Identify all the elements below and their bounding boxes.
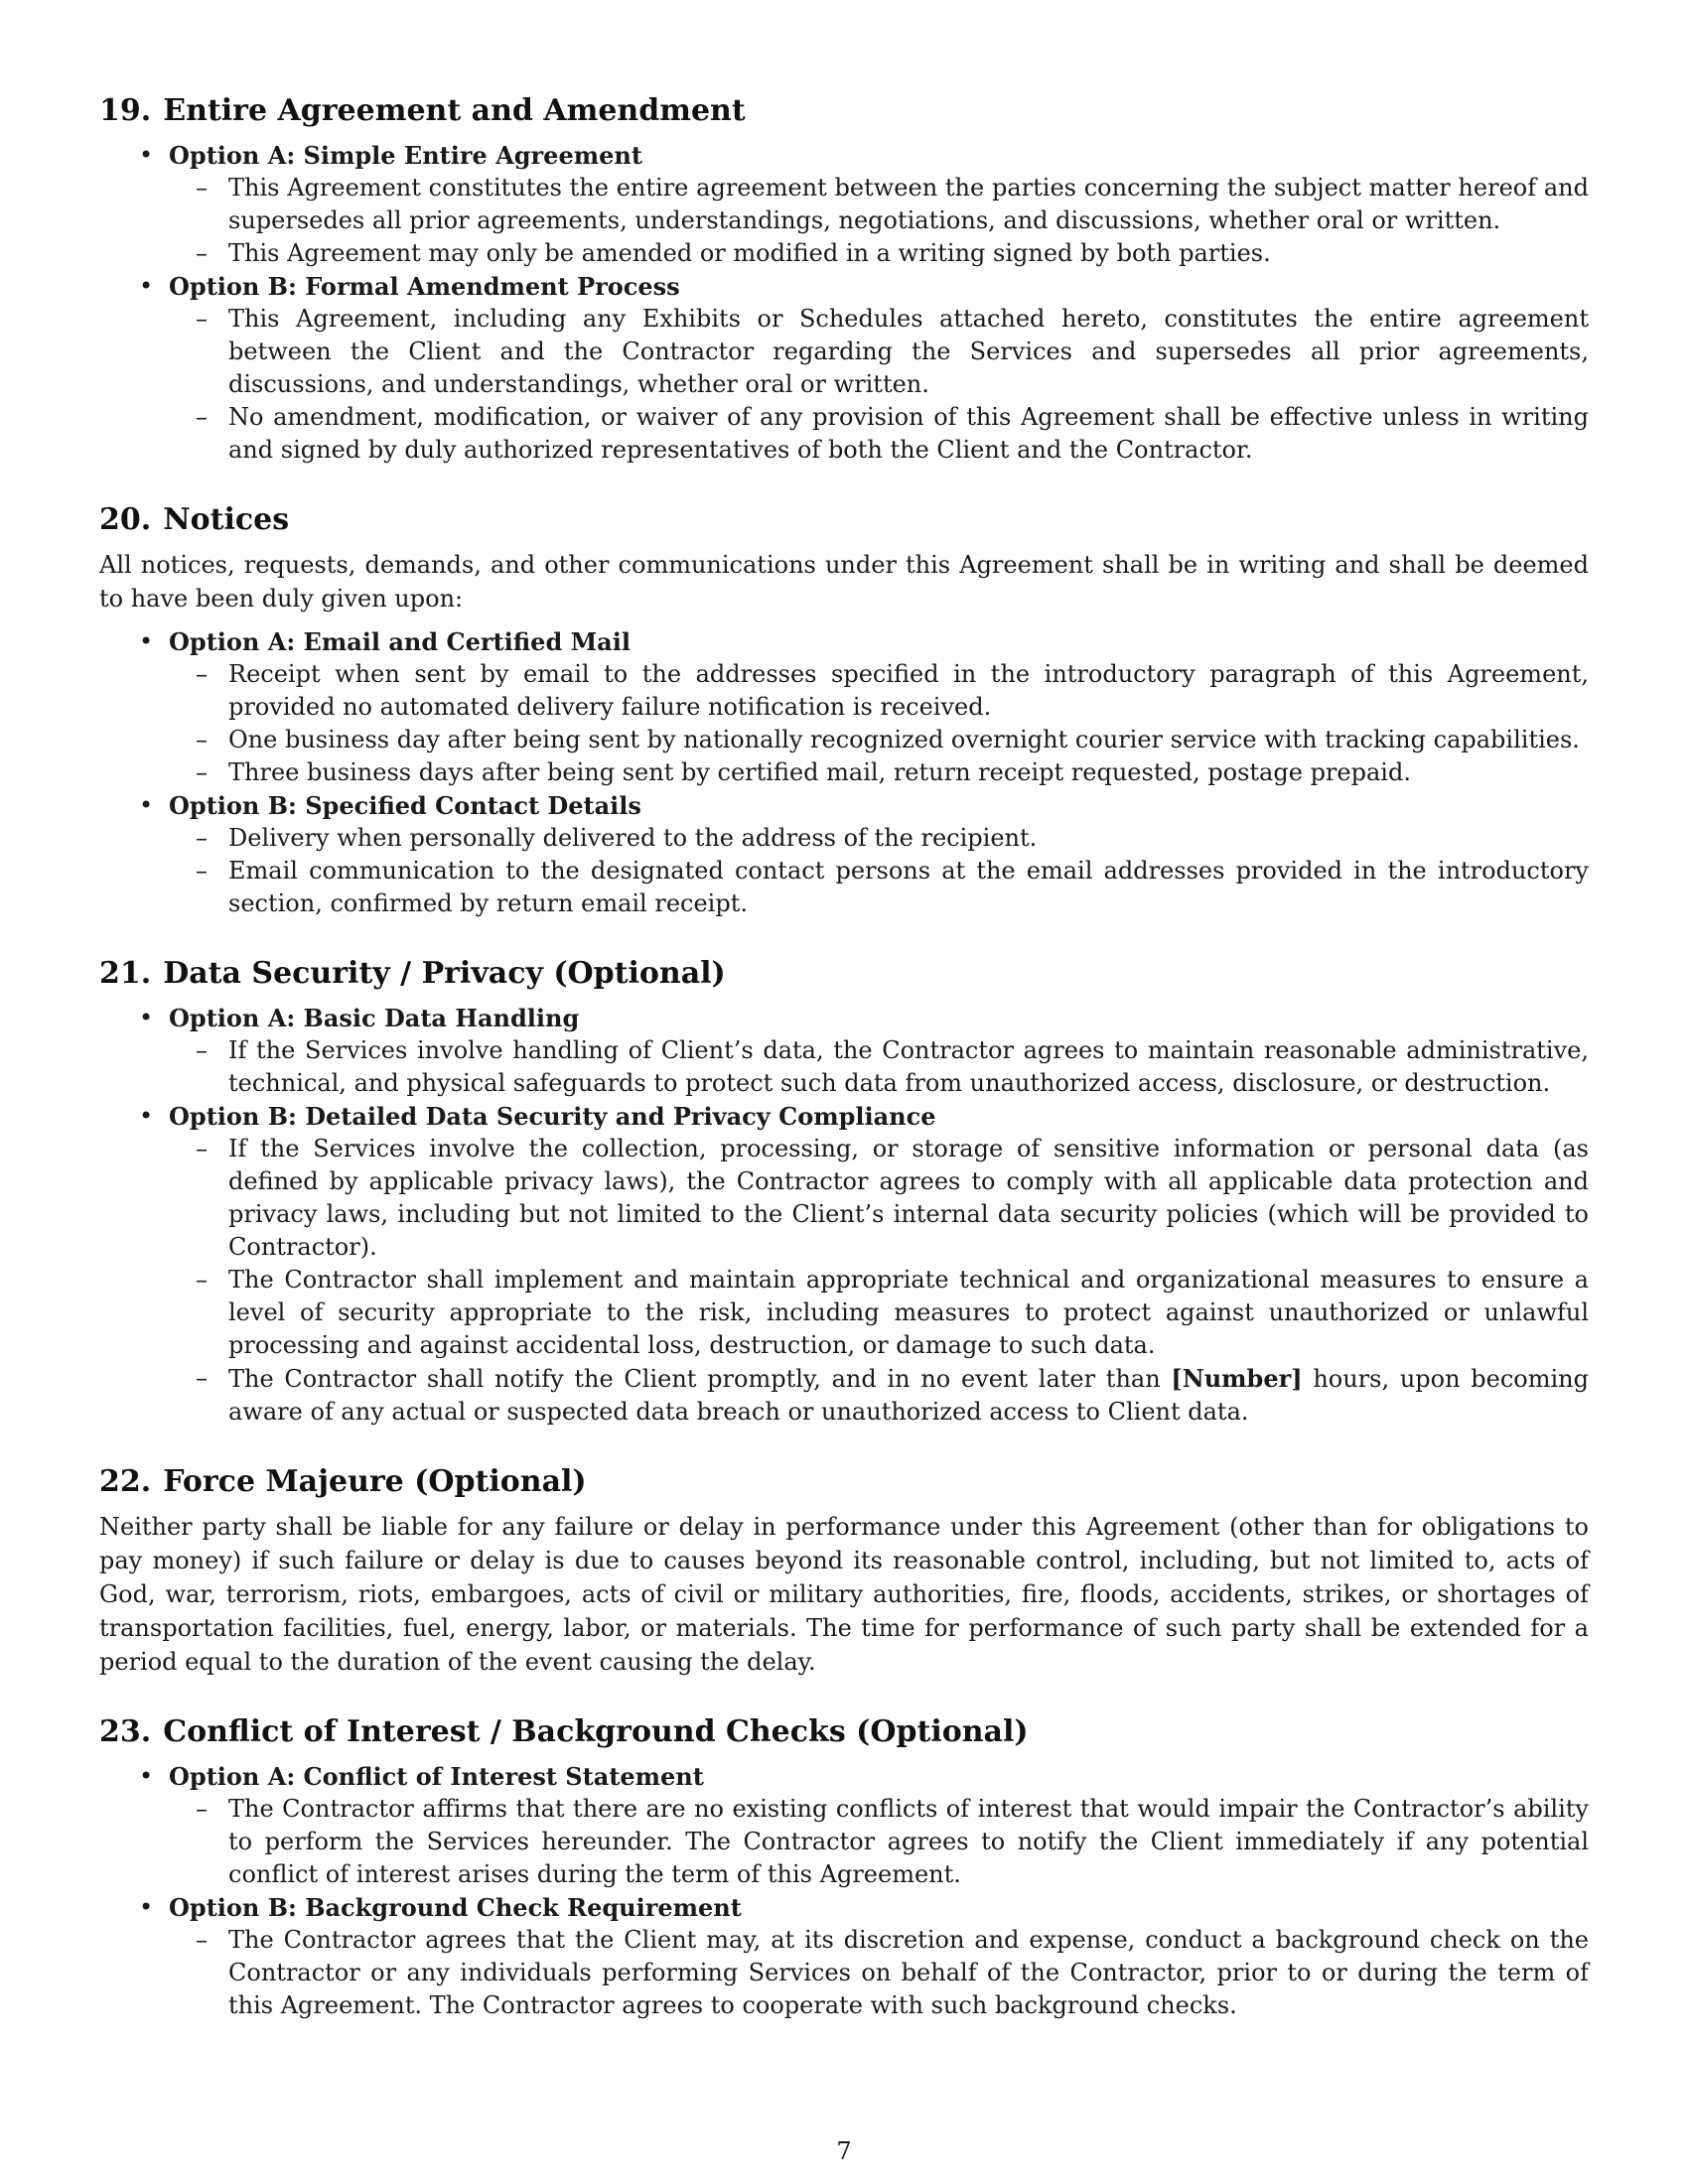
option-item: [99, 139, 1589, 270]
points-list: [99, 303, 1589, 467]
list-item: – This Agreement constitutes the entire agreement between the parties concerning the subject matter hereof and supersedes all prior agreements, understandings, negotiations, and discussions, whether oral or written.: [99, 172, 1589, 237]
points-list: [99, 172, 1589, 270]
section-22: [99, 1462, 1589, 1679]
option-item: [99, 270, 1589, 467]
section-intro: All notices, requests, demands, and other communications under this Agreement shall be in writing and shall be deemed to have been duly given upon:: [99, 551, 1589, 613]
option-item: [99, 1002, 1589, 1100]
options-list: [99, 1002, 1589, 1429]
section-heading: 20. Notices: [99, 502, 290, 537]
option-title: • Option A: Conflict of Interest Statement: [99, 1760, 1589, 1793]
options-list: [99, 1760, 1589, 2022]
points-list: [99, 1133, 1589, 1429]
points-list: [99, 1924, 1589, 2022]
list-item: – If the Services involve the collection, processing, or storage of sensitive information or personal data (as defined by applicable privacy laws), the Contractor agrees to comply with all applicable data protection and privacy laws, including but not limited to the Client’s internal data security policies (which will be provided to Contractor).: [99, 1133, 1589, 1264]
section-21: [99, 954, 1589, 1429]
list-item: – This Agreement, including any Exhibits or Schedules attached hereto, constitutes the entire agreement between the Client and the Contractor regarding the Services and supersedes all prior agreements, discussions, and understandings, whether oral or written.: [99, 303, 1589, 401]
list-item: – Three business days after being sent by certified mail, return receipt requested, postage prepaid.: [99, 756, 1589, 789]
page-number: 7: [836, 2137, 852, 2165]
list-item: – One business day after being sent by nationally recognized overnight courier service with tracking capabilities.: [99, 724, 1589, 756]
list-item: – The Contractor affirms that there are no existing conflicts of interest that would impair the Contractor’s ability to perform the Services hereunder. The Contractor agrees to notify the Client immediately if any potential conflict of interest arises during the term of this Agreement.: [99, 1793, 1589, 1891]
section-heading: 23. Conflict of Interest / Background Checks (Optional): [99, 1714, 1029, 1749]
option-title: • Option B: Detailed Data Security and Privacy Compliance: [99, 1100, 1589, 1133]
section-23: [99, 1712, 1589, 2022]
document-page: [99, 91, 1589, 2056]
list-item: – This Agreement may only be amended or modified in a writing signed by both parties.: [99, 237, 1589, 270]
placeholder-number: [Number]: [1171, 1364, 1303, 1393]
points-list: [99, 1034, 1589, 1100]
option-title: • Option A: Basic Data Handling: [99, 1002, 1589, 1034]
points-list: [99, 1793, 1589, 1891]
list-item: – If the Services involve handling of Client’s data, the Contractor agrees to maintain reasonable administrative, technical, and physical safeguards to protect such data from unauthorized access, disclosure, or destruction.: [99, 1034, 1589, 1100]
section-body: Neither party shall be liable for any failure or delay in performance under this Agreement (other than for obligations to pay money) if such failure or delay is due to causes beyond its reasonable control, including, but not limited to, acts of God, war, terrorism, riots, embargoes, acts of civil or military authorities, fire, floods, accidents, strikes, or shortages of transportation facilities, fuel, energy, labor, or materials. The time for performance of such party shall be extended for a period equal to the duration of the event causing the delay.: [99, 1513, 1589, 1676]
option-item: [99, 625, 1589, 789]
list-item: – No amendment, modification, or waiver of any provision of this Agreement shall be effective unless in writing and signed by duly authorized representatives of both the Client and the Contractor.: [99, 401, 1589, 467]
list-item-notify: – The Contractor shall notify the Client promptly, and in no event later than [Number] hours, upon becoming aware of any actual or suspected data breach or unauthorized access to Client data.: [99, 1362, 1589, 1429]
section-heading: 19. Entire Agreement and Amendment: [99, 93, 746, 128]
option-item: [99, 1891, 1589, 2022]
option-title: • Option A: Simple Entire Agreement: [99, 139, 1589, 172]
points-list: [99, 822, 1589, 920]
section-19: [99, 91, 1589, 467]
option-item: [99, 789, 1589, 920]
option-title: • Option A: Email and Certified Mail: [99, 625, 1589, 658]
option-item: [99, 1100, 1589, 1429]
list-item: – Delivery when personally delivered to the address of the recipient.: [99, 822, 1589, 855]
options-list: [99, 139, 1589, 467]
section-heading: 22. Force Majeure (Optional): [99, 1464, 587, 1499]
options-list: [99, 625, 1589, 920]
list-item: – The Contractor shall implement and maintain appropriate technical and organizational measures to ensure a level of security appropriate to the risk, including measures to protect against unauthorized or unlawful processing and against accidental loss, destruction, or damage to such data.: [99, 1264, 1589, 1362]
option-title: • Option B: Background Check Requirement: [99, 1891, 1589, 1924]
option-title: • Option B: Formal Amendment Process: [99, 270, 1589, 303]
section-heading: 21. Data Security / Privacy (Optional): [99, 956, 726, 991]
points-list: [99, 658, 1589, 789]
option-title: • Option B: Specified Contact Details: [99, 789, 1589, 822]
list-item: – Receipt when sent by email to the addresses specified in the introductory paragraph of this Agreement, provided no automated delivery failure notification is received.: [99, 658, 1589, 724]
option-item: [99, 1760, 1589, 1891]
list-item: – The Contractor agrees that the Client may, at its discretion and expense, conduct a background check on the Contractor or any individuals performing Services on behalf of the Contractor, prior to or during the term of this Agreement. The Contractor agrees to cooperate with such background checks.: [99, 1924, 1589, 2022]
section-20: [99, 500, 1589, 920]
list-item: – Email communication to the designated contact persons at the email addresses provided in the introductory section, confirmed by return email receipt.: [99, 855, 1589, 920]
